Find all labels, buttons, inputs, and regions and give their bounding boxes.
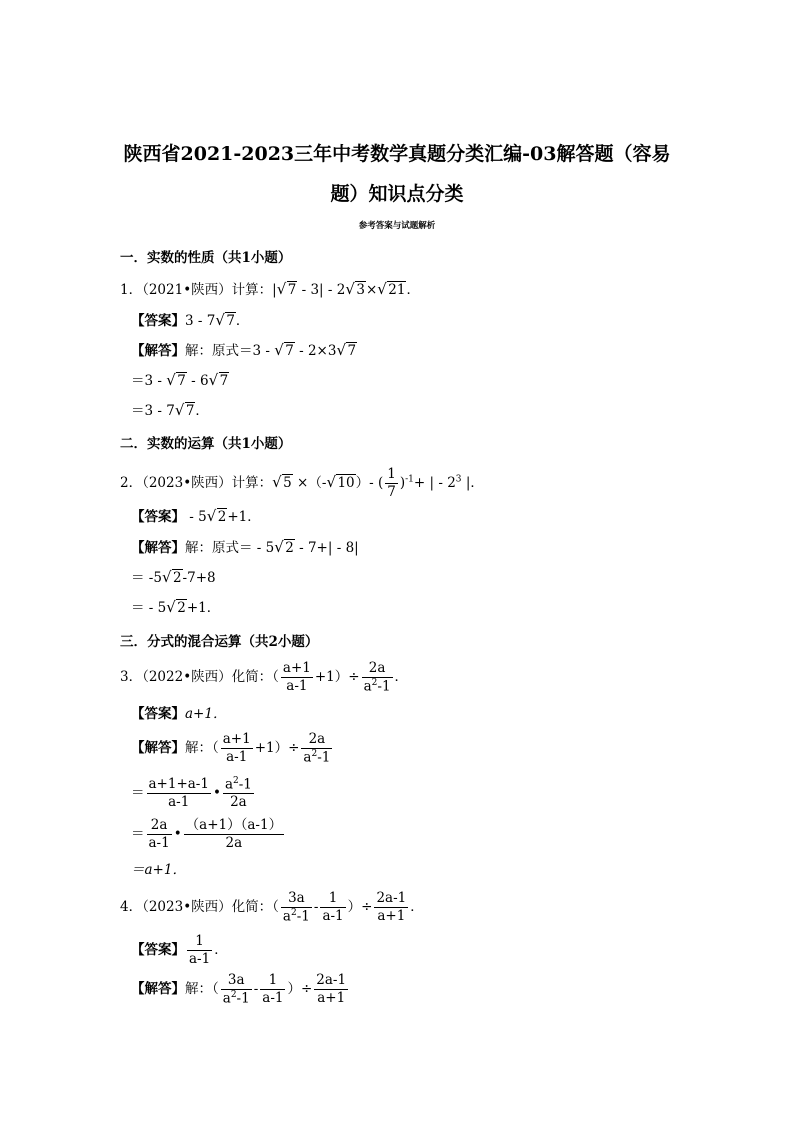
fraction xyxy=(374,890,408,925)
expr-part: ＝ xyxy=(131,785,145,802)
num-part: a xyxy=(224,776,233,793)
radicand: 7 xyxy=(219,373,229,389)
denominator xyxy=(301,748,332,766)
section-2-heading: 二．实数的运算（共1小题） xyxy=(120,436,292,452)
expr-part: 解：原式＝3 - xyxy=(185,343,275,359)
fraction xyxy=(184,817,284,852)
numerator: a+1 xyxy=(282,660,311,677)
denominator xyxy=(281,907,312,925)
exponent: 2 xyxy=(371,677,378,688)
denominator: 2a xyxy=(184,834,284,852)
denominator: a-1 xyxy=(148,834,170,851)
expr-part: ． xyxy=(406,282,420,298)
numerator: 3a xyxy=(288,890,305,906)
fraction xyxy=(314,972,348,1007)
numerator: （a+1）（a-1） xyxy=(185,817,283,833)
fraction xyxy=(301,731,332,766)
fraction xyxy=(385,466,398,501)
exponent: 2 xyxy=(311,748,318,759)
denominator: 2a xyxy=(223,793,254,811)
solution-1-line-3 xyxy=(131,405,209,419)
sqrt xyxy=(166,375,187,389)
question-source: （2023•陕西）化简： xyxy=(142,899,273,916)
fraction xyxy=(221,972,252,1007)
denominator: 7 xyxy=(387,483,396,500)
numerator: 1 xyxy=(268,972,278,989)
question-3 xyxy=(120,660,408,695)
question-1 xyxy=(120,284,420,298)
fraction xyxy=(281,890,312,925)
solution-3-line-3 xyxy=(131,817,286,852)
den-part: a xyxy=(303,749,312,766)
answer-label: 【答案】 xyxy=(131,706,185,722)
numerator: 2a-1 xyxy=(316,972,347,989)
answer-1 xyxy=(131,315,249,329)
numerator: 3a xyxy=(227,972,245,988)
radicand: 2 xyxy=(217,509,227,525)
radicand: 21 xyxy=(388,282,406,298)
expr-part: -7+8 xyxy=(182,570,216,586)
radicand: 2 xyxy=(177,600,186,616)
denominator: a-1 xyxy=(262,990,284,1007)
title-line-1: 陕西省2021-2023三年中考数学真题分类汇编-03解答题（容易 xyxy=(123,143,671,165)
numerator: 1 xyxy=(328,890,338,907)
expr-part: +1）÷ xyxy=(254,740,300,757)
solution-3-line-1 xyxy=(131,731,334,766)
answer-label: 【答案】 xyxy=(131,313,185,329)
expr-part: ． xyxy=(394,669,409,686)
expr-part: +1． xyxy=(227,509,261,525)
expr-part: |． xyxy=(461,474,484,491)
expr-part: 解：（ xyxy=(185,740,219,757)
expr-part: ＝3 - xyxy=(131,373,167,389)
sqrt xyxy=(345,284,366,298)
expr-part: （ xyxy=(272,669,279,686)
denominator: a+1 xyxy=(314,989,348,1007)
exponent: 2 xyxy=(290,907,297,918)
exponent: -1 xyxy=(405,474,414,485)
question-source: （2023•陕西）计算： xyxy=(142,474,273,491)
solution-label: 【解答】 xyxy=(131,540,185,556)
expr-part: ． xyxy=(410,899,424,916)
expr-part: + | - 2 xyxy=(413,474,456,491)
question-source: （2022•陕西）化简： xyxy=(142,669,273,686)
fraction xyxy=(362,660,393,695)
question-source: （2021•陕西）计算： xyxy=(142,282,273,298)
expr-part: ）÷ xyxy=(347,899,373,916)
question-number: 4． xyxy=(120,899,143,916)
expr-part: ＝3 - 7 xyxy=(131,403,175,419)
expr-part: - xyxy=(253,981,259,998)
title-line-2: 题）知识点分类 xyxy=(330,183,464,205)
den-part: -1 xyxy=(236,990,250,1007)
expr-part: ＝ - 5 xyxy=(131,600,167,616)
sqrt xyxy=(207,511,228,525)
radicand: 7 xyxy=(177,373,186,389)
section-3-heading: 三．分式的混合运算（共2小题） xyxy=(120,634,319,650)
expr-part: ）÷ xyxy=(287,981,313,998)
expr-part: +1． xyxy=(186,600,221,616)
solution-3-line-2 xyxy=(131,776,256,811)
expr-part: - 2×3 xyxy=(294,343,337,359)
denominator xyxy=(362,677,393,695)
expr-part: - 5 xyxy=(185,509,207,525)
radicand: 10 xyxy=(337,474,355,491)
sqrt xyxy=(274,345,295,359)
question-number: 3． xyxy=(120,669,143,686)
expr-part: ×（- xyxy=(292,474,327,491)
expr-part: ． xyxy=(235,313,250,329)
solution-2-line-2 xyxy=(131,572,216,586)
numerator: a+1+a-1 xyxy=(148,776,209,793)
expr-part: +1）÷ xyxy=(314,669,360,686)
radicand: 5 xyxy=(283,474,292,491)
fraction xyxy=(320,890,345,925)
expr-part: | xyxy=(272,282,277,298)
question-2: 2．（2023•陕西）计算：√ 5 ×（-√ 10）- ( $\frac{1}{7}$ )$^{-1}$+ | - $2^3$ |． xyxy=(120,466,484,501)
exponent: 3 xyxy=(455,474,462,485)
fraction xyxy=(260,972,285,1007)
denominator: a-1 xyxy=(221,748,253,766)
expr-part: - xyxy=(313,899,319,916)
sqrt xyxy=(377,284,406,298)
answer-4 xyxy=(131,933,228,968)
solution-2-line-3 xyxy=(131,602,220,616)
numerator: 1 xyxy=(195,933,204,949)
denominator xyxy=(221,989,252,1007)
radicand: 7 xyxy=(185,403,195,419)
num-part: -1 xyxy=(238,776,252,793)
sqrt xyxy=(274,542,295,556)
expr-part: ＝ xyxy=(131,825,145,842)
answer-label: 【答案】 xyxy=(131,509,185,525)
solution-1-line-1 xyxy=(131,345,357,359)
question-4 xyxy=(120,890,424,925)
expr-part: （ xyxy=(272,899,279,916)
fraction xyxy=(221,731,253,766)
sqrt xyxy=(209,375,230,389)
sqrt xyxy=(215,315,236,329)
den-part: a xyxy=(222,990,231,1007)
expr-part: ）- ( xyxy=(355,474,384,491)
expr-part: × xyxy=(365,282,378,298)
den-part: -1 xyxy=(296,908,310,925)
expr-part: 解：原式＝ - 5 xyxy=(185,540,275,556)
expr-part: ＝ -5 xyxy=(131,570,162,586)
denominator: a+1 xyxy=(374,907,408,925)
sqrt xyxy=(326,474,355,491)
radicand: 3 xyxy=(356,282,365,298)
denominator: a-1 xyxy=(322,908,344,925)
fraction xyxy=(223,776,254,811)
radicand: 2 xyxy=(172,570,182,586)
expr-part: 3 - 7 xyxy=(185,313,216,329)
expr-part: - 6 xyxy=(186,373,209,389)
radicand: 7 xyxy=(226,313,235,329)
numerator: 2a xyxy=(150,817,168,833)
expr-part: ． xyxy=(195,403,209,419)
radicand: 7 xyxy=(347,343,357,359)
fraction xyxy=(281,660,313,695)
numerator: 1 xyxy=(387,466,396,482)
solution-label: 【解答】 xyxy=(131,981,185,998)
fraction xyxy=(147,776,211,811)
sqrt xyxy=(166,602,187,616)
solution-1-line-2 xyxy=(131,375,229,389)
numerator: 2a xyxy=(368,660,386,676)
den-part: -1 xyxy=(317,749,331,766)
expr-part: - 3| - 2 xyxy=(297,282,346,298)
solution-label: 【解答】 xyxy=(131,740,185,757)
denominator: a-1 xyxy=(189,950,211,967)
expr-part: - 7+| - 8| xyxy=(294,540,359,556)
answer-2 xyxy=(131,511,261,525)
expr-part: ． xyxy=(214,941,228,958)
sqrt xyxy=(162,572,183,586)
denominator: a-1 xyxy=(147,793,211,811)
radicand: 7 xyxy=(287,282,297,298)
numerator: 2a-1 xyxy=(376,890,407,907)
den-part: a xyxy=(363,678,372,695)
expr-part: a+1． xyxy=(185,706,227,722)
answer-label: 【答案】 xyxy=(131,941,185,958)
question-number: 1． xyxy=(120,282,143,298)
solution-3-line-4: ＝a+1． xyxy=(131,862,186,878)
sqrt xyxy=(175,405,196,419)
radicand: 2 xyxy=(285,540,294,556)
answer-3 xyxy=(131,708,226,722)
numerator: a+1 xyxy=(222,731,251,748)
numerator: 2a xyxy=(308,731,326,747)
fraction xyxy=(147,817,172,852)
solution-2-line-1 xyxy=(131,542,359,556)
radicand: 7 xyxy=(285,343,294,359)
section-1-heading: 一．实数的性质（共1小题） xyxy=(120,250,292,266)
fraction xyxy=(187,933,212,968)
exponent: 2 xyxy=(233,776,239,786)
sqrt xyxy=(336,345,357,359)
subtitle: 参考答案与试题解析 xyxy=(358,221,436,231)
expr-part: • xyxy=(173,825,182,842)
question-number: 2． xyxy=(120,474,143,491)
expr-part: 解：（ xyxy=(185,981,219,998)
numerator xyxy=(223,776,254,793)
expr-part: • xyxy=(212,785,221,802)
sqrt xyxy=(272,474,293,491)
solution-4-line-1 xyxy=(131,972,350,1007)
exponent: 2 xyxy=(230,989,237,1000)
den-part: a xyxy=(282,908,291,925)
solution-label: 【解答】 xyxy=(131,343,185,359)
sqrt xyxy=(277,284,298,298)
den-part: -1 xyxy=(377,678,391,695)
denominator: a-1 xyxy=(281,677,313,695)
